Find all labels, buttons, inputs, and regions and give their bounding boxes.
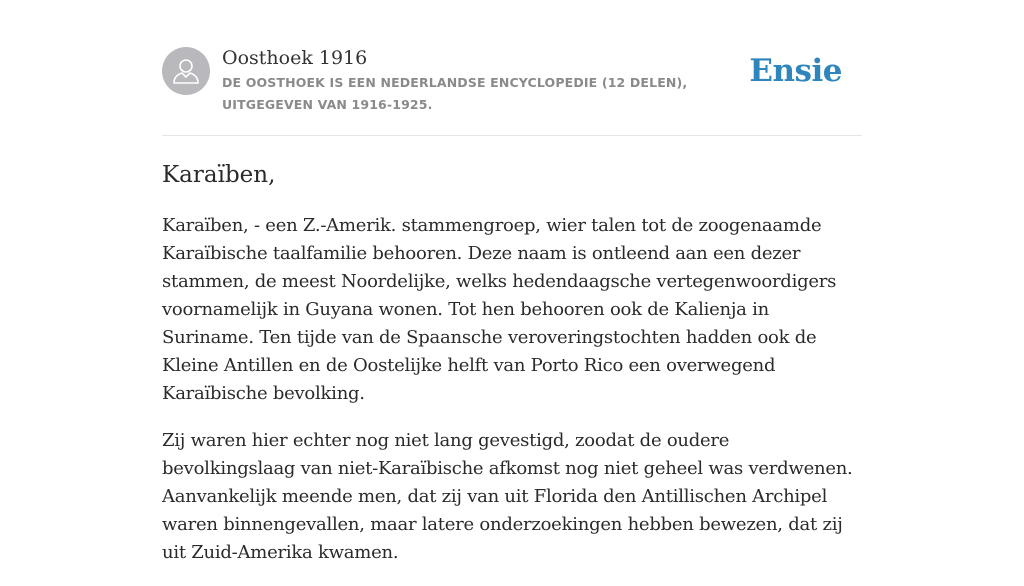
article-body (162, 212, 864, 567)
article-paragraph: Zij waren hier echter nog niet lang gevestigd, zoodat de oudere bevolkingslaag van niet-Karaïbische afkomst nog niet geheel was verdwenen. Aanvankelijk meende men, dat zij van uit Florida den Antillischen Archipel waren binnengevallen, maar latere onderzoekingen hebben bewezen, dat zij uit Zuid-Amerika kwamen. (162, 430, 853, 563)
article (162, 158, 864, 586)
source-description: DE OOSTHOEK IS EEN NEDERLANDSE ENCYCLOPEDIE (12 DELEN), UITGEGEVEN VAN 1916-1925. (222, 75, 688, 112)
header-divider (162, 135, 862, 136)
source-header (162, 46, 862, 136)
user-silhouette-icon (162, 47, 210, 95)
source-title[interactable]: Oosthoek 1916 (222, 47, 368, 69)
article-title: Karaïben, (162, 162, 276, 188)
avatar[interactable] (162, 47, 210, 95)
brand-logo[interactable]: Ensie (749, 53, 842, 89)
article-paragraph: Karaïben, - een Z.-Amerik. stammengroep, wier talen tot de zoogenaamde Karaïbische taalfamilie behooren. Deze naam is ontleend aan een dezer stammen, de meest Noordelijke, welks hedendaagsche vertegenwoordigers voornamelijk in Guyana wonen. Tot hen behooren ook de Kalienja in Suriname. Ten tijde van de Spaansche veroveringstochten hadden ook de Kleine Antillen en de Oostelijke helft van Porto Rico een overwegend Karaïbische bevolking. (162, 215, 837, 404)
